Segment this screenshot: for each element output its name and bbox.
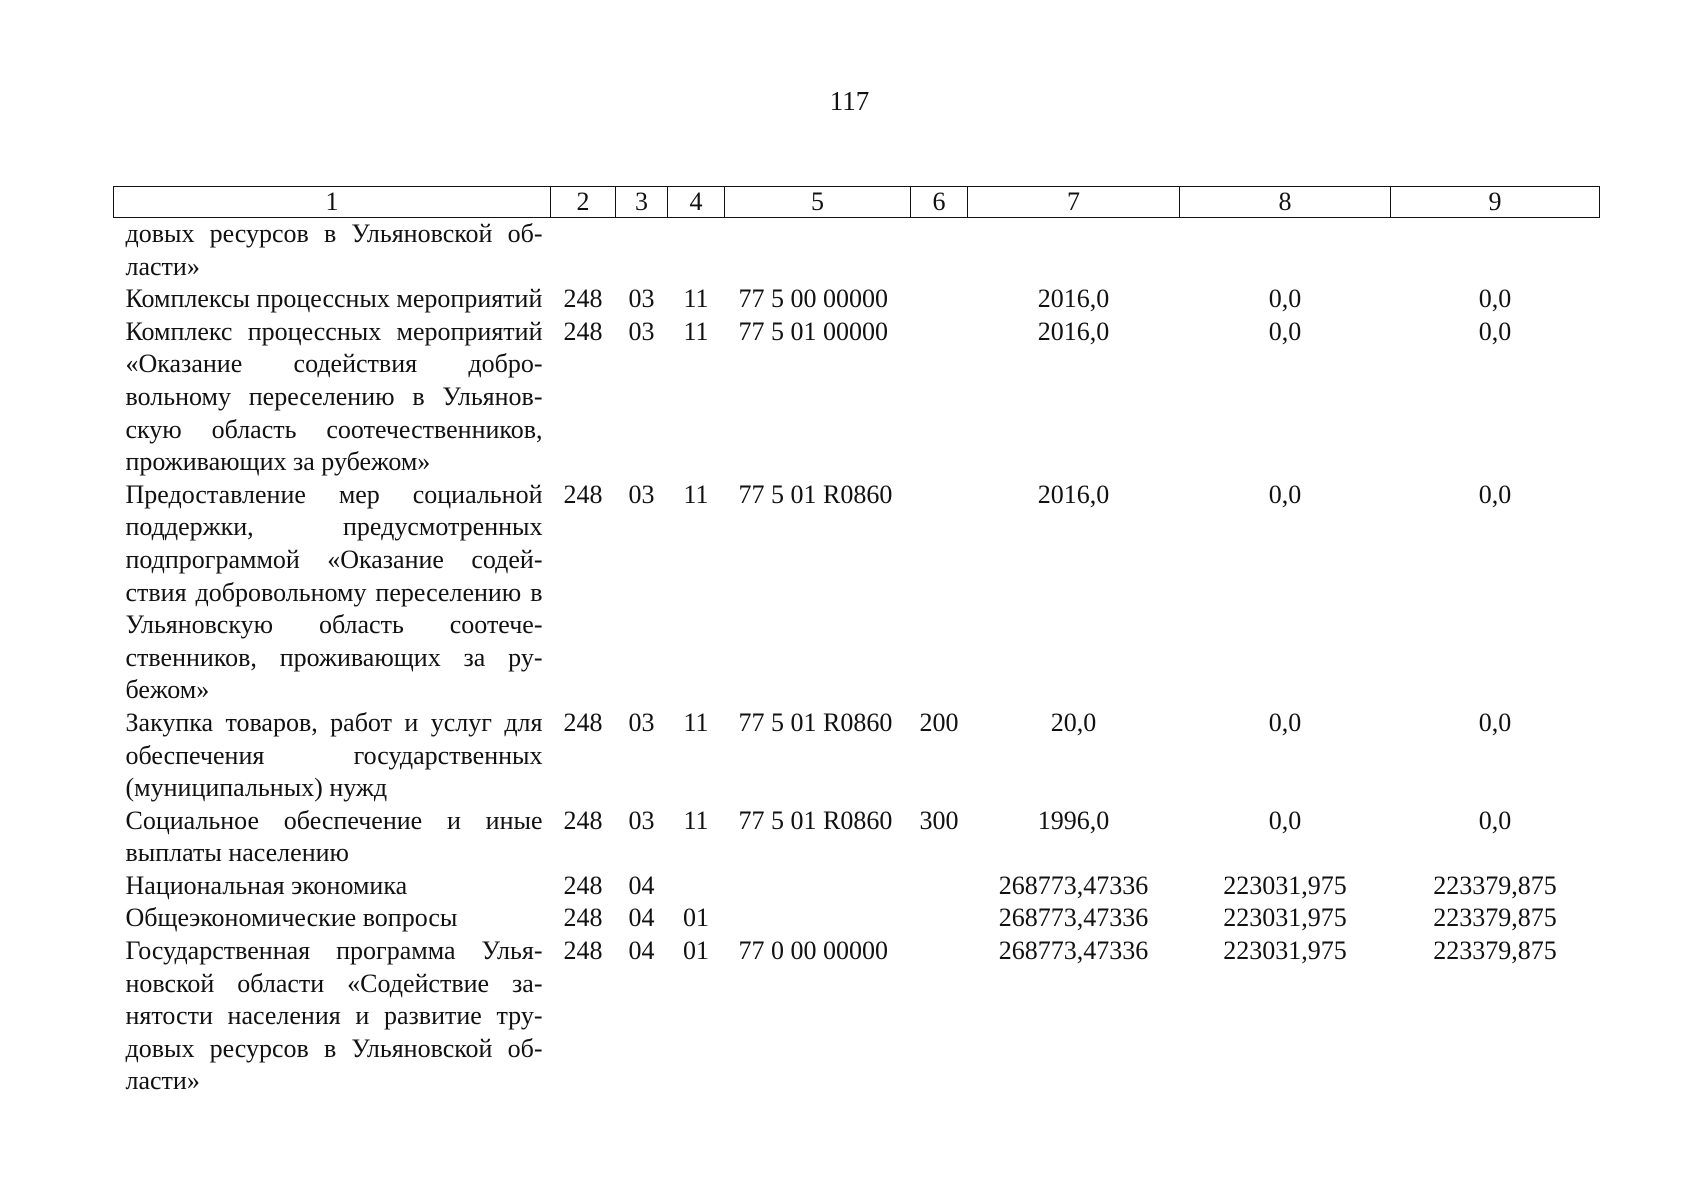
row-expense-type	[911, 218, 968, 284]
row-target-code	[725, 870, 911, 903]
row-amount-col7: 268773,47336	[998, 870, 1149, 900]
row-expense-type: 300	[919, 805, 959, 835]
row-target-code: 77 5 01 00000	[738, 316, 888, 346]
row-expense-type	[911, 870, 968, 903]
row-subsection-code: 11	[683, 284, 709, 314]
row-section-code: 03	[628, 479, 655, 509]
table-row	[114, 218, 1600, 284]
row-amount-col8: 223031,975	[1223, 936, 1347, 966]
header-row	[114, 187, 1600, 218]
header-col-5: 5	[725, 187, 911, 218]
row-target-code: 77 5 01 R0860	[738, 707, 893, 737]
row-admin-code: 248	[563, 903, 603, 933]
table-row	[114, 479, 1600, 707]
row-name: Предоставление мер социальной поддержки, предусмотренных подпрограммой «Оказание содействия добровольному переселению в Ульяновскую область соотечественников, проживающих за рубежом»	[125, 479, 543, 705]
row-subsection-code	[668, 218, 725, 284]
header-col-3: 3	[616, 187, 668, 218]
row-admin-code	[551, 218, 616, 284]
header-col-6: 6	[911, 187, 968, 218]
row-name: довых ресурсов в Ульяновской области»	[125, 219, 543, 281]
row-target-code	[725, 902, 911, 935]
row-name: Национальная экономика	[125, 870, 408, 900]
row-amount-col9: 0,0	[1478, 805, 1512, 835]
row-target-code: 77 0 00 00000	[738, 936, 888, 966]
row-admin-code: 248	[563, 284, 603, 314]
row-amount-col8: 223031,975	[1223, 903, 1347, 933]
table-row	[114, 870, 1600, 903]
row-amount-col9: 0,0	[1478, 479, 1512, 509]
row-amount-col7: 20,0	[1050, 707, 1097, 737]
header-col-7: 7	[968, 187, 1180, 218]
table-row	[114, 805, 1600, 870]
row-target-code: 77 5 00 00000	[738, 284, 888, 314]
row-section-code	[616, 218, 668, 284]
row-subsection-code: 01	[683, 936, 709, 966]
row-subsection-code: 11	[683, 805, 709, 835]
row-admin-code: 248	[563, 805, 603, 835]
table-row	[114, 935, 1600, 1098]
row-name: Комплексы процессных мероприятий	[125, 284, 543, 314]
row-amount-col7	[968, 218, 1180, 284]
row-section-code: 03	[628, 284, 655, 314]
row-amount-col9: 223379,875	[1433, 903, 1557, 933]
row-amount-col9: 223379,875	[1433, 936, 1557, 966]
row-amount-col7: 268773,47336	[998, 903, 1149, 933]
row-amount-col8: 0,0	[1268, 707, 1302, 737]
row-amount-col7: 2016,0	[1037, 284, 1110, 314]
row-target-code: 77 5 01 R0860	[738, 805, 893, 835]
row-admin-code: 248	[563, 316, 603, 346]
budget-table	[113, 186, 1600, 1098]
row-subsection-code: 11	[683, 707, 709, 737]
header-col-4: 4	[668, 187, 725, 218]
row-amount-col8: 0,0	[1268, 316, 1302, 346]
row-expense-type	[911, 479, 968, 707]
table-row	[114, 283, 1600, 316]
row-target-code	[725, 218, 911, 284]
row-section-code: 04	[628, 870, 655, 900]
row-admin-code: 248	[563, 707, 603, 737]
page-number: 117	[829, 86, 870, 116]
row-expense-type	[911, 283, 968, 316]
row-amount-col7: 2016,0	[1037, 479, 1110, 509]
row-admin-code: 248	[563, 870, 603, 900]
table-header	[114, 187, 1600, 218]
row-section-code: 03	[628, 805, 655, 835]
row-amount-col7: 268773,47336	[998, 936, 1149, 966]
row-amount-col8	[1180, 218, 1391, 284]
row-amount-col9: 0,0	[1478, 316, 1512, 346]
row-amount-col9: 0,0	[1478, 284, 1512, 314]
row-name: Комплекс процессных мероприятий «Оказание содействия добровольному переселению в Ульяновскую область соотечественников, проживающих за рубежом»	[125, 316, 543, 477]
row-section-code: 03	[628, 316, 655, 346]
row-subsection-code: 11	[683, 316, 709, 346]
row-name: Социальное обеспечение и иные выплаты населению	[125, 805, 543, 868]
row-expense-type	[911, 902, 968, 935]
row-target-code: 77 5 01 R0860	[738, 479, 893, 509]
header-col-1: 1	[114, 187, 551, 218]
row-amount-col9: 223379,875	[1433, 870, 1557, 900]
row-name: Закупка товаров, работ и услуг для обеспечения государственных (муниципальных) нужд	[125, 707, 543, 803]
table-row	[114, 316, 1600, 479]
row-amount-col7: 1996,0	[1037, 805, 1110, 835]
row-amount-col8: 0,0	[1268, 479, 1302, 509]
row-subsection-code: 01	[683, 903, 709, 933]
header-col-9: 9	[1391, 187, 1600, 218]
table-row	[114, 902, 1600, 935]
table-row	[114, 707, 1600, 805]
row-amount-col8: 223031,975	[1223, 870, 1347, 900]
row-admin-code: 248	[563, 936, 603, 966]
header-col-8: 8	[1180, 187, 1391, 218]
row-amount-col9	[1391, 218, 1600, 284]
row-amount-col8: 0,0	[1268, 284, 1302, 314]
row-amount-col8: 0,0	[1268, 805, 1302, 835]
row-admin-code: 248	[563, 479, 603, 509]
row-subsection-code	[668, 870, 725, 903]
row-section-code: 04	[628, 903, 655, 933]
table-body	[114, 218, 1600, 1099]
row-subsection-code: 11	[683, 479, 709, 509]
header-col-2: 2	[551, 187, 616, 218]
row-name: Общеэкономические вопросы	[125, 903, 458, 933]
row-expense-type	[911, 316, 968, 479]
row-expense-type	[911, 935, 968, 1098]
row-name: Государственная программа Ульяновской области «Содействие занятости населения и развитие трудовых ресурсов в Ульяновской области»	[125, 936, 543, 1096]
row-section-code: 03	[628, 707, 655, 737]
row-section-code: 04	[628, 936, 655, 966]
row-amount-col7: 2016,0	[1037, 316, 1110, 346]
row-amount-col9: 0,0	[1478, 707, 1512, 737]
row-expense-type: 200	[919, 707, 959, 737]
